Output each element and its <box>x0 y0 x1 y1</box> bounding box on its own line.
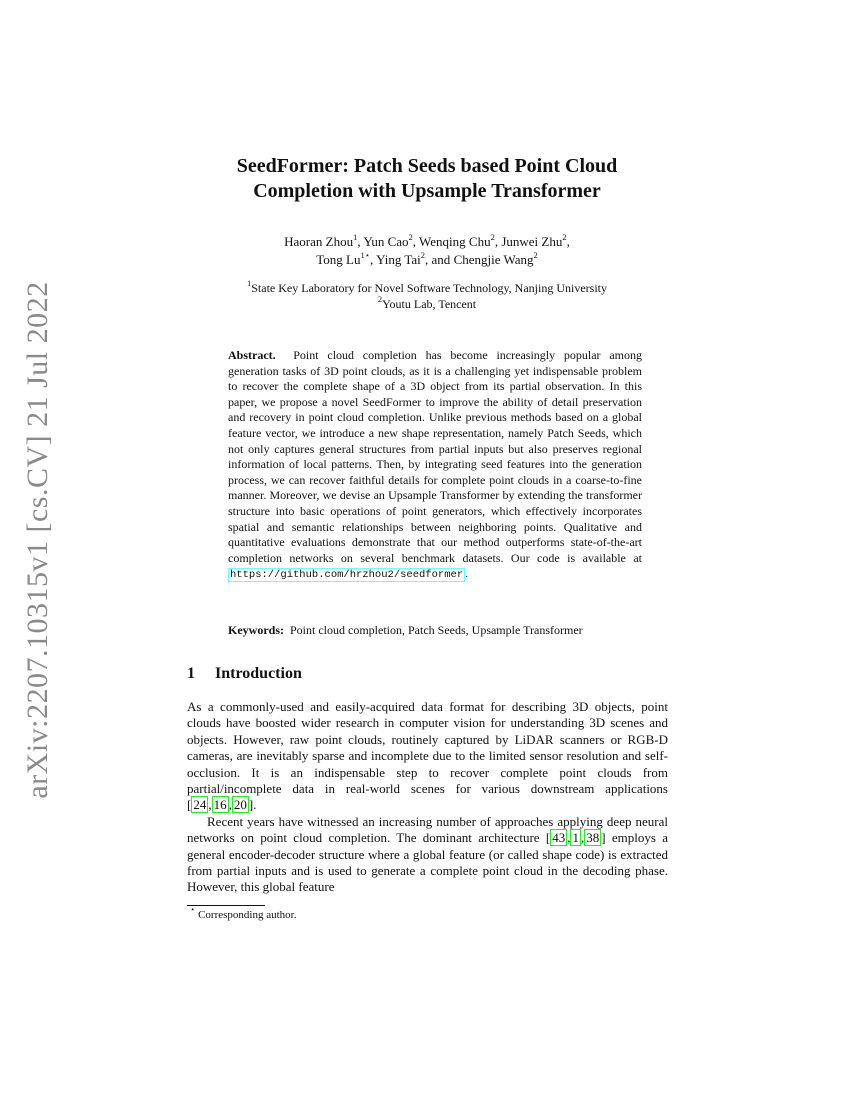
author-name: Ying Tai <box>376 252 421 267</box>
author-separator: , <box>357 234 364 249</box>
keywords <box>228 623 648 638</box>
title-line-2: Completion with Upsample Transformer <box>253 180 601 202</box>
citation-link[interactable]: 16 <box>213 797 227 813</box>
author-name: Tong Lu <box>316 252 361 267</box>
paragraph-text: employs a general encoder-decoder structure where a global feature (or called shape code) is extracted from partial inputs and is used to generate a complete point cloud in the decoding phase. However, this global feature <box>187 830 669 895</box>
affil-text: Youtu Lab, Tencent <box>382 296 477 311</box>
affiliation-2 <box>150 293 704 313</box>
author-affil-mark: 1⋆ <box>360 249 371 260</box>
author-separator: , <box>370 252 377 267</box>
section-heading <box>187 664 302 684</box>
section-number: 1 <box>187 665 195 682</box>
arxiv-sidebar-stamp <box>14 281 62 799</box>
introduction-body <box>187 699 668 896</box>
author-separator: , <box>412 234 420 249</box>
arxiv-identifier: arXiv:2207.10315v1 [cs.CV] 21 Jul 2022 <box>21 281 54 799</box>
footnote-rule <box>187 905 265 906</box>
intro-paragraph-2: Recent years have witnessed an increasing number of approaches applying deep neural networks on point cloud completion. The dominant architecture [ 43 , 1 , 38 ] employs a general encoder-decoder structure where a global feature (or called shape code) is extracted from partial inputs and is used to generate a complete point cloud in the decoding phase. However, this global feature <box>187 813 669 895</box>
abstract <box>228 348 642 584</box>
affiliations <box>150 278 704 312</box>
author-separator: , <box>566 234 570 249</box>
author-affil-mark: 2 <box>562 231 567 242</box>
author-affil-mark: 2 <box>490 231 495 242</box>
affiliation-1 <box>150 278 704 297</box>
author-name: Wenqing Chu <box>419 234 491 249</box>
author-affil-mark: 2 <box>408 231 413 242</box>
affil-text: State Key Laboratory for Novel Software Technology, Nanjing University <box>251 281 607 295</box>
keywords-label: Keywords: <box>228 623 284 637</box>
cite-bracket: ]. <box>248 797 257 813</box>
paragraph-text: As a commonly-used and easily-acquired data format for describing 3D objects, point clouds have boosted wider research in computer vision for understanding 3D scenes and objects. However, raw point clouds, routinely captured by LiDAR scanners or RGB-D cameras, are inevitably sparse and incomplete due to the limited sensor resolution and self-occlusion. It is an indispensable step to recover complete point clouds from partial/incomplete data in real-world scenes for various downstream applications <box>187 699 668 797</box>
affil-mark: 2 <box>377 293 383 304</box>
abstract-text: Point cloud completion has become increasingly popular among generation tasks of 3D point clouds, as it is a challenging yet indispensable problem to recover the complete shape of a 3D object from its partial observation. In this paper, we propose a novel SeedFormer to improve the ability of detail preservation and recovery in point cloud completion. Unlike previous methods based on a global feature vector, we introduce a new shape representation, namely Patch Seeds, which not only captures general structures from partial inputs but also preserves regional information of local patterns. Then, by integrating seed features into the generation process, we can recover faithful details for complete point clouds in a coarse-to-fine manner. Moreover, we devise an Upsample Transformer by extending the transformer structure into basic operations of point generators, which effectively incorporates spatial and semantic relationships between neighboring points. Qualitative and quantitative evaluations demonstrate that our method outperforms state-of-the-art completion networks on several benchmark datasets. Our code is available at <box>228 348 643 565</box>
author-name: Junwei Zhu <box>501 234 563 249</box>
abstract-end: . <box>465 566 469 581</box>
author-separator: , <box>494 234 502 249</box>
author-affil-mark: 2 <box>420 249 426 260</box>
author-name: Yun Cao <box>363 234 409 249</box>
author-affil-mark: 1 <box>353 231 358 242</box>
code-url-link[interactable]: https://github.com/hrzhou2/seedformer <box>230 569 464 582</box>
paper-title <box>150 154 704 204</box>
cite-bracket: [ <box>187 797 192 813</box>
affil-mark: 1 <box>247 278 252 288</box>
author-affil-mark: 2 <box>533 249 538 260</box>
author-name: Chengjie Wang <box>453 252 534 267</box>
footnote <box>190 904 297 922</box>
citation-link[interactable]: 24 <box>193 797 207 813</box>
citation-link[interactable]: 43 <box>552 830 566 846</box>
author-name: Haoran Zhou <box>284 234 354 249</box>
keywords-text: Point cloud completion, Patch Seeds, Upsample Transformer <box>290 623 583 637</box>
cite-bracket: ] <box>601 830 606 846</box>
citation-link[interactable]: 20 <box>233 797 247 813</box>
abstract-label: Abstract. <box>228 348 276 362</box>
author-separator: , and <box>425 252 454 267</box>
citation-link[interactable]: 38 <box>586 830 600 846</box>
cite-bracket: [ <box>545 830 551 846</box>
author-list <box>150 233 704 269</box>
section-title: Introduction <box>215 665 302 682</box>
author-line-2 <box>150 251 704 269</box>
footnote-text: Corresponding author. <box>198 909 297 921</box>
footnote-mark: ⋆ <box>190 904 196 915</box>
intro-paragraph-1: As a commonly-used and easily-acquired data format for describing 3D objects, point clouds have boosted wider research in computer vision for understanding 3D scenes and objects. However, raw point clouds, routinely captured by LiDAR scanners or RGB-D cameras, are inevitably sparse and incomplete due to the limited sensor resolution and self-occlusion. It is an indispensable step to recover complete point clouds from partial/incomplete data in real-world scenes for various downstream applications [ 24 , 16 , 20 ]. <box>187 699 668 813</box>
citation-link[interactable]: 1 <box>572 830 579 846</box>
author-line-1 <box>150 233 704 251</box>
title-line-1: SeedFormer: Patch Seeds based Point Cloud <box>236 155 618 177</box>
paragraph-text: Recent years have witnessed an increasing number of approaches applying deep neural networks on point cloud completion. The dominant architecture <box>187 813 668 846</box>
